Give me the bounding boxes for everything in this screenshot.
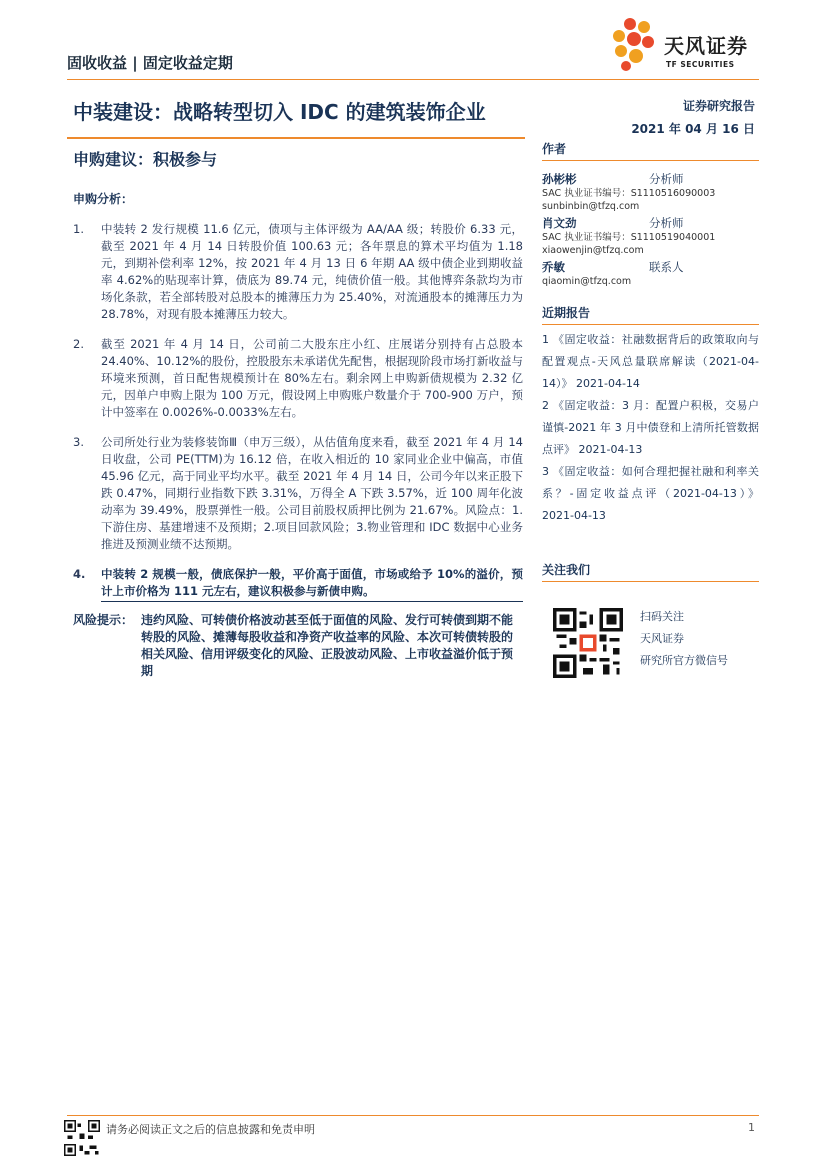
logo-petals-icon	[608, 14, 664, 74]
company-logo	[608, 14, 768, 78]
recent-reports	[542, 304, 759, 527]
footer-divider	[67, 1115, 759, 1116]
report-date: 2021 年 04 月 16 日	[631, 122, 755, 136]
author-role: 分析师	[649, 216, 684, 230]
recent-report-link[interactable]: 3 《固定收益：如何合理把握社融和利率关系？-固定收益点评（2021-04-13）》 2021-04-13	[542, 465, 759, 522]
wechat-qr-icon[interactable]	[548, 608, 628, 678]
follow-us	[542, 561, 759, 692]
follow-line: 研究所官方微信号	[640, 654, 728, 667]
risk-label: 风险提示：	[73, 613, 134, 627]
recent-heading: 近期报告	[542, 304, 759, 325]
item-text: 截至 2021 年 4 月 14 日，公司前二大股东庄小红、庄展诺分别持有占总股本 24.40%、10.12%的股份，控股股东未承诺优先配售，根据现阶段市场打新收益与环境来预测，首日配售规模预计在 80%左右。剩余网上申购新债规模为 2.32 亿元，因单户申购上限为 100 万元，假设网上申购账户数量介于 700-900 万户，预计中签率在 0.0026%-0.0033%左右。	[101, 337, 523, 419]
report-title: 中装建设：战略转型切入 IDC 的建筑装饰企业	[73, 100, 486, 124]
follow-line: 扫码关注	[640, 610, 684, 623]
author-name: 孙彬彬	[542, 172, 577, 186]
author-role: 联系人	[649, 260, 684, 274]
author-name: 乔敏	[542, 260, 565, 274]
author-name: 肖文劲	[542, 216, 577, 230]
item-number: 4.	[73, 567, 86, 581]
follow-text	[640, 606, 728, 672]
logo-subtitle: TF SECURITIES	[666, 60, 735, 69]
recent-report-link[interactable]: 1 《固定收益：社融数据背后的政策取向与配置观点-天风总量联席解读（2021-04-14）》 2021-04-14	[542, 333, 759, 390]
author-cert: SAC 执业证书编号：S1110516090003	[542, 188, 716, 199]
item-number: 2.	[73, 337, 84, 351]
item-text: 公司所处行业为装修装饰Ⅲ（申万三级），从估值角度来看，截至 2021 年 4 月 14 日收盘，公司 PE(TTM)为 16.12 倍，在收入相近的 10 家同业企业中偏高，市值 45.96 亿元，高于同业平均水平。截至 2021 年 4 月 14 日，公司今年以来正股下跌 0.47%，同期行业指数下跌 3.31%，万得全 A 下跌 3.57%，近 100 周年化波动率为 39.49%，股票弹性一般。公司目前股权质押比例为 21.67%。风险点：1.下游住房、基建增速不及预期；2.项目回款风险；3.物业管理和 IDC 数据中心业务推进及预测业绩不达预期。	[101, 435, 523, 551]
author-role: 分析师	[649, 172, 684, 186]
risk-warning	[73, 612, 523, 680]
logo-name: 天风证券	[664, 34, 748, 58]
page-number: 1	[748, 1121, 755, 1134]
author-entry	[542, 259, 759, 288]
analysis-section	[73, 190, 523, 680]
item-number: 1.	[73, 222, 84, 236]
title-divider	[67, 137, 525, 139]
author-entry	[542, 171, 759, 213]
analysis-label: 申购分析：	[73, 192, 134, 206]
footer-disclaimer: 请务必阅读正文之后的信息披露和免责申明	[106, 1123, 315, 1136]
item-number: 3.	[73, 435, 84, 449]
risk-text: 违约风险、可转债价格波动甚至低于面值的风险、发行可转债到期不能转股的风险、摊薄每股收益和净资产收益率的风险、本次可转债转股的相关风险、信用评级变化的风险、正股波动风险、上市收益溢价低于预期	[141, 613, 514, 678]
report-type: 证券研究报告	[682, 99, 755, 113]
follow-line: 天风证券	[640, 632, 684, 645]
author-email[interactable]: xiaowenjin@tfzq.com	[542, 245, 644, 256]
authors-heading: 作者	[542, 140, 759, 161]
recommendation-title: 申购建议：积极参与	[73, 150, 218, 169]
author-email[interactable]: sunbinbin@tfzq.com	[542, 201, 640, 212]
analysis-item	[73, 221, 523, 323]
analysis-item	[73, 434, 523, 553]
conclusion-underline	[101, 601, 523, 602]
sidebar	[542, 140, 759, 692]
item-text: 中装转 2 发行规模 11.6 亿元，债项与主体评级为 AA/AA 级；转股价 6.33 元，截至 2021 年 4 月 14 日转股价值 100.63 元；各年票息的算术平均值为 1.18 元，到期补偿利率 12%，按 2021 年 4 月 13 日 6 年期 AA 级中债企业到期收益率 4.62%的贴现率计算，债底为 89.74 元，纯债价值一般。其他博弈条款均为市场化条款，若全部转股对总股本的摊薄压力为 25.40%，对流通股本的摊薄压力为 28.78%，对现有股本摊薄压力较大。	[101, 222, 523, 321]
follow-heading: 关注我们	[542, 561, 759, 582]
author-email[interactable]: qiaomin@tfzq.com	[542, 276, 632, 287]
analysis-item	[73, 336, 523, 421]
item-text: 中装转 2 规模一般，债底保护一般，平价高于面值，市场或给予 10%的溢价，预计上市价格为 111 元左右，建议积极参与新债申购。	[101, 567, 523, 598]
header-category: 固收收益 | 固定收益定期	[67, 54, 233, 72]
author-cert: SAC 执业证书编号：S1110519040001	[542, 232, 716, 243]
author-entry	[542, 215, 759, 257]
recent-report-link[interactable]: 2 《固定收益：3 月：配置户积极，交易户谨慎-2021 年 3 月中债登和上清所托管数据点评》 2021-04-13	[542, 399, 759, 456]
footer-qr-icon[interactable]	[64, 1120, 100, 1156]
analysis-item-conclusion	[73, 566, 523, 600]
header-divider	[67, 79, 759, 80]
